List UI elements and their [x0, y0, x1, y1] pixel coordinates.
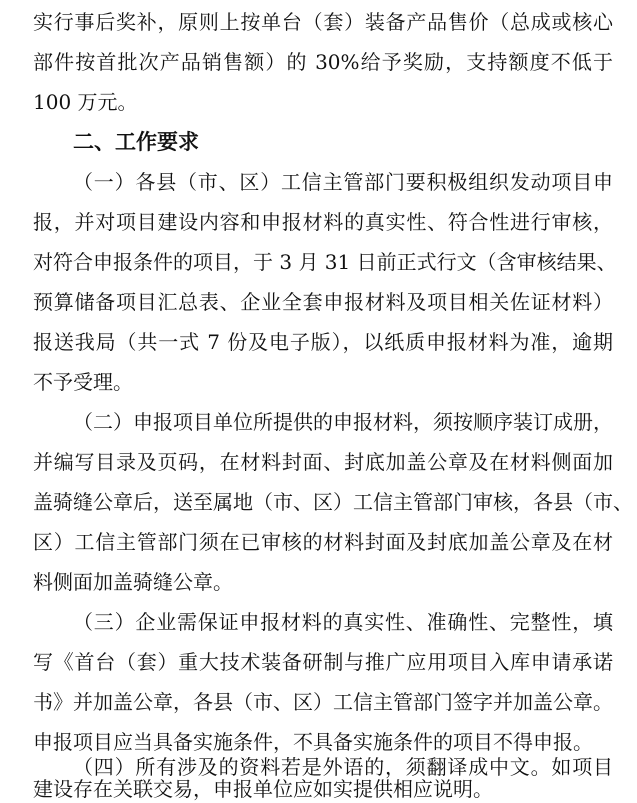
paragraph-line: 区）工信主管部门须在已审核的材料封面及封底加盖公章及在材: [33, 530, 613, 554]
paragraph-line: 部件按首批次产品销售额）的 30%给予奖励，支持额度不低于: [33, 50, 613, 74]
paragraph-line: 建设存在关联交易，申报单位应如实提供相应说明。: [33, 777, 493, 801]
paragraph-line: 报送我局（共一式 7 份及电子版），以纸质申报材料为准，逾期: [33, 330, 613, 354]
paragraph-line: （三）企业需保证申报材料的真实性、准确性、完整性，填: [73, 610, 613, 634]
paragraph-line: 料侧面加盖骑缝公章。: [33, 570, 233, 594]
paragraph-line: （一）各县（市、区）工信主管部门要积极组织发动项目申: [73, 170, 613, 194]
paragraph-line: 盖骑缝公章后，送至属地（市、区）工信主管部门审核，各县（市、: [33, 490, 633, 514]
paragraph-line: 对符合申报条件的项目，于 3 月 31 日前正式行文（含审核结果、: [33, 250, 617, 274]
paragraph-line: 预算储备项目汇总表、企业全套申报材料及项目相关佐证材料）: [33, 290, 613, 314]
paragraph-line: 申报项目应当具备实施条件，不具备实施条件的项目不得申报。: [33, 730, 593, 754]
paragraph-line: 并编写目录及页码，在材料封面、封底加盖公章及在材料侧面加: [33, 450, 613, 474]
paragraph-line: （二）申报项目单位所提供的申报材料，须按顺序装订成册，: [73, 410, 613, 434]
section-heading: 二、工作要求: [73, 130, 199, 154]
paragraph-line: 书》并加盖公章，各县（市、区）工信主管部门签字并加盖公章。: [33, 690, 613, 714]
paragraph-line: （四）所有涉及的资料若是外语的，须翻译成中文。如项目: [73, 755, 613, 779]
paragraph-line: 写《首台（套）重大技术装备研制与推广应用项目入库申请承诺: [33, 650, 613, 674]
paragraph-line: 报，并对项目建设内容和申报材料的真实性、符合性进行审核，: [33, 210, 613, 234]
paragraph-line: 不予受理。: [33, 370, 133, 394]
paragraph-line: 实行事后奖补，原则上按单台（套）装备产品售价（总成或核心: [33, 10, 613, 34]
paragraph-line: 100 万元。: [33, 90, 138, 114]
